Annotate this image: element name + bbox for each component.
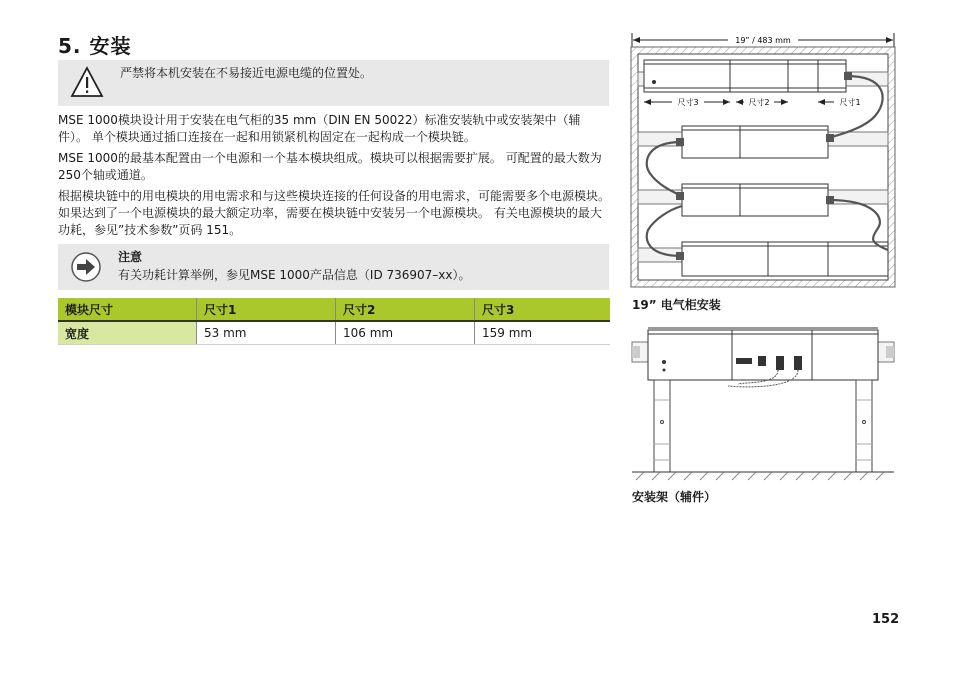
- warning-text: 严禁将本机安装在不易接近电源电缆的位置处。: [120, 66, 373, 80]
- table-cell: 53 mm: [197, 321, 336, 345]
- paragraph-config: MSE 1000的最基本配置由一个电源和一个基本模块组成。模块可以根据需要扩展。 可配置的最大数为250个轴或通道。: [58, 151, 602, 182]
- cabinet-installation-figure: [628, 30, 898, 292]
- table-cell: 宽度: [58, 321, 197, 345]
- size2-label: 尺寸2: [748, 98, 770, 107]
- module-size-table: [58, 298, 610, 345]
- arrow-right-circle-icon: [70, 251, 102, 283]
- warning-triangle-icon: [70, 66, 104, 98]
- table-cell: 106 mm: [336, 321, 475, 345]
- note-heading: 注意: [118, 250, 143, 264]
- paragraph-install: MSE 1000模块设计用于安装在电气柜的35 mm（DIN EN 50022）标准安装轨中或安装架中（辅件）。 单个模块通过插口连接在一起和用锁紧机构固定在一起构成一个模块链。: [58, 113, 581, 144]
- figure1-caption: 19” 电气柜安装: [632, 298, 721, 312]
- table-header-cell: 尺寸1: [197, 298, 336, 321]
- page-number: 152: [872, 612, 900, 627]
- dimension-label: 19” / 483 mm: [735, 36, 791, 45]
- note-text: 有关功耗计算举例，参见MSE 1000产品信息（ID 736907–xx）。: [118, 268, 471, 282]
- table-header-row: [58, 298, 610, 321]
- table-cell: 159 mm: [475, 321, 611, 345]
- table-row: [58, 321, 610, 345]
- figure2-caption: 安装架（辅件）: [632, 490, 717, 504]
- warning-box: [58, 60, 609, 106]
- mounting-frame-figure: [628, 324, 898, 486]
- table-header-cell: 模块尺寸: [58, 298, 197, 321]
- section-title: 5. 安装: [58, 34, 132, 58]
- table-header-cell: 尺寸3: [475, 298, 611, 321]
- size3-label: 尺寸3: [677, 98, 699, 107]
- size1-label: 尺寸1: [839, 98, 861, 107]
- note-box: [58, 244, 609, 290]
- table-header-cell: 尺寸2: [336, 298, 475, 321]
- paragraph-power: 根据模块链中的用电模块的用电需求和与这些模块连接的任何设备的用电需求，可能需要多个电源模块。 如果达到了一个电源模块的最大额定功率，需要在模块链中安装另一个电源模块。 有关电源模块的最大功耗，参见”技术参数”页码 151。: [58, 189, 611, 237]
